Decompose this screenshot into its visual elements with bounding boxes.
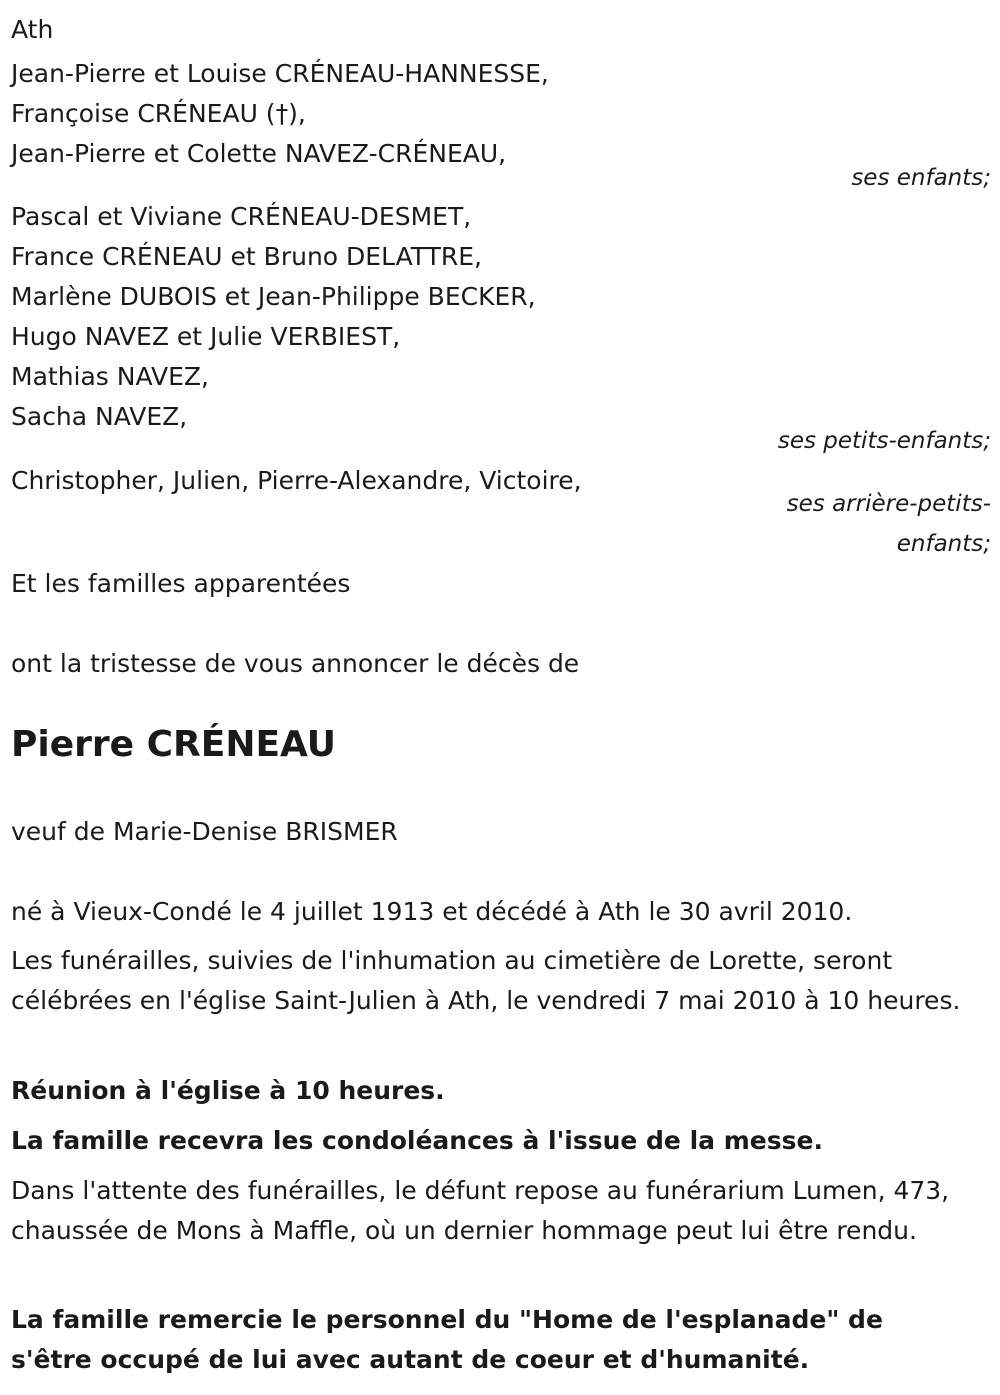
deceased-name: Pierre CRÉNEAU bbox=[11, 724, 337, 765]
great-grandchildren-role-line1: ses arrière-petits- bbox=[786, 491, 991, 517]
grandchild-entry: Hugo NAVEZ et Julie VERBIEST, bbox=[11, 322, 401, 351]
grandchild-entry: Sacha NAVEZ, bbox=[11, 402, 188, 431]
great-grandchildren-entry: Christopher, Julien, Pierre-Alexandre, Victoire, bbox=[11, 466, 582, 495]
meeting-text: Réunion à l'église à 10 heures. bbox=[11, 1076, 445, 1105]
city-label: Ath bbox=[11, 15, 54, 44]
grandchild-entry: Mathias NAVEZ, bbox=[11, 362, 209, 391]
funerarium-text: Dans l'attente des funérailles, le défunt repose au funérarium Lumen, 473, chaussée de Mons à Maffle, où un dernier hommage peut lui être rendu. bbox=[11, 1176, 950, 1245]
grandchild-entry: Pascal et Viviane CRÉNEAU-DESMET, bbox=[11, 202, 472, 231]
child-entry: Jean-Pierre et Louise CRÉNEAU-HANNESSE, bbox=[11, 59, 549, 88]
related-families: Et les familles apparentées bbox=[11, 569, 351, 598]
child-entry: Jean-Pierre et Colette NAVEZ-CRÉNEAU, bbox=[11, 139, 507, 168]
thanks-text: La famille remercie le personnel du "Home de l'esplanade" de s'être occupé de lui avec autant de coeur et d'humanité. bbox=[11, 1305, 883, 1374]
birth-death-text: né à Vieux-Condé le 4 juillet 1913 et décédé à Ath le 30 avril 2010. bbox=[11, 897, 853, 926]
grandchildren-list bbox=[11, 197, 536, 437]
grandchild-entry: France CRÉNEAU et Bruno DELATTRE, bbox=[11, 242, 482, 271]
widower-text: veuf de Marie-Denise BRISMER bbox=[11, 817, 398, 846]
grandchild-entry: Marlène DUBOIS et Jean-Philippe BECKER, bbox=[11, 282, 536, 311]
children-list bbox=[11, 54, 549, 174]
great-grandchildren-role-line2: enfants; bbox=[896, 531, 991, 557]
funeral-text: Les funérailles, suivies de l'inhumation au cimetière de Lorette, seront célébrées en l'église Saint-Julien à Ath, le vendredi 7 mai 2010 à 10 heures. bbox=[11, 946, 961, 1015]
children-role: ses enfants; bbox=[851, 165, 991, 191]
condolences-text: La famille recevra les condoléances à l'issue de la messe. bbox=[11, 1126, 823, 1155]
child-entry: Françoise CRÉNEAU (†), bbox=[11, 99, 306, 128]
announcement-text: ont la tristesse de vous annoncer le décès de bbox=[11, 649, 580, 678]
grandchildren-role: ses petits-enfants; bbox=[777, 428, 991, 454]
